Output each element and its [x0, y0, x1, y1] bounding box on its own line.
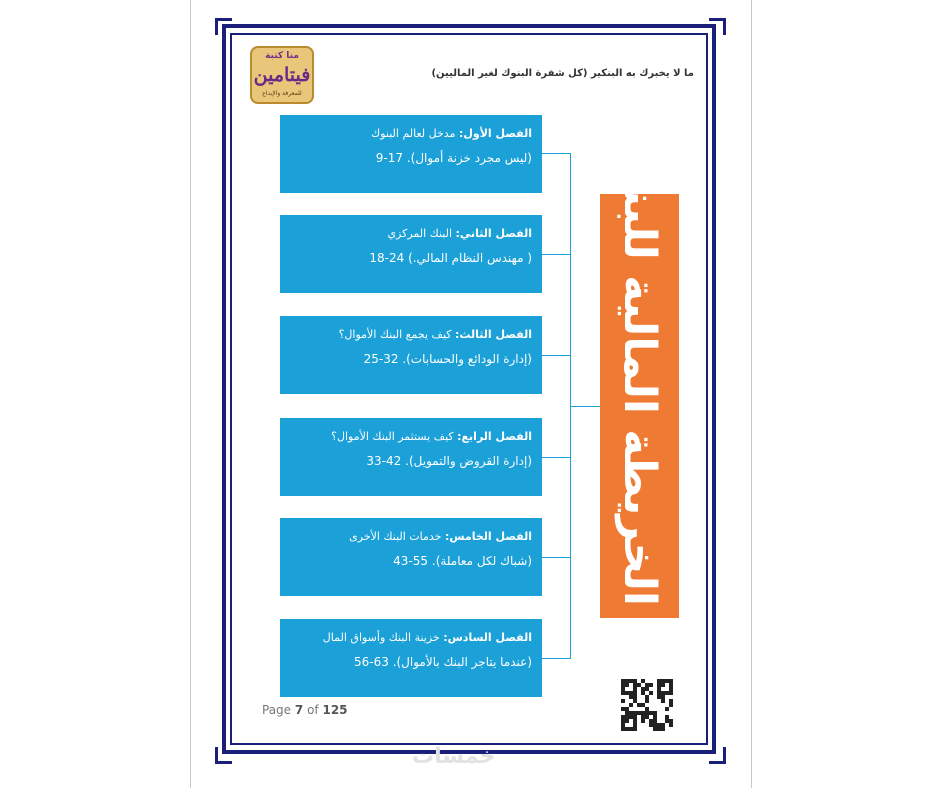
- chapter-box-6: [280, 619, 542, 697]
- chapter-pages: 55-43: [393, 554, 429, 568]
- logo-top-text: منا كتبة: [265, 51, 299, 61]
- chapter-name: كيف يستثمر البنك الأموال؟: [331, 430, 454, 443]
- chapter-pages: 32-25: [363, 352, 399, 366]
- chapter-box-1: [280, 115, 542, 193]
- chapter-name: خزينة البنك وأسواق المال: [322, 631, 440, 644]
- chapter-name: مدخل لعالم البنوك: [371, 127, 456, 140]
- chapter-label: الفصل الرابع:: [457, 430, 532, 443]
- chapter-desc: (إدارة القروض والتمويل).: [405, 454, 532, 468]
- chapter-pages: 17-9: [375, 151, 403, 165]
- chapter-label: الفصل الثاني:: [455, 227, 532, 240]
- chapter-desc: ( مهندس النظام المالي.): [408, 251, 532, 265]
- connector-line: [542, 153, 571, 154]
- border-corner: [709, 18, 726, 35]
- chapter-desc: (شباك لكل معاملة).: [431, 554, 532, 568]
- chapter-pages: 63-56: [353, 655, 389, 669]
- logo-sub-text: للمعرفة والإبداع: [262, 90, 302, 97]
- chapter-desc: (ليس مجرد خزنة أموال).: [406, 151, 532, 165]
- connector-line: [542, 658, 571, 659]
- chapter-name: خدمات البنك الأخرى: [349, 530, 442, 543]
- border-corner: [709, 747, 726, 764]
- page-total: 125: [322, 703, 348, 717]
- chapter-label: الفصل الأول:: [458, 127, 532, 140]
- page-number: [262, 703, 348, 717]
- connector-line: [542, 355, 571, 356]
- header-note: ما لا يخبرك به البنكير (كل شفرة البنوك لغير الماليين): [431, 68, 694, 79]
- chapter-label: الفصل الثالث:: [455, 328, 532, 341]
- border-corner: [215, 747, 232, 764]
- page-of: of: [307, 703, 319, 717]
- page-word: Page: [262, 703, 292, 717]
- chapter-pages: 24-18: [369, 251, 405, 265]
- map-title: الخريطة المالية للبنوك: [614, 121, 665, 606]
- chapter-label: الفصل الخامس:: [444, 530, 532, 543]
- chapter-desc: (إدارة الودائع والحسابات).: [402, 352, 532, 366]
- connector-line: [542, 557, 571, 558]
- chapter-label: الفصل السادس:: [443, 631, 532, 644]
- watermark: خمسات: [412, 744, 496, 769]
- connector-line: [570, 406, 600, 407]
- connector-line: [542, 457, 571, 458]
- chapter-desc: (عندما يتاجر البنك بالأموال).: [392, 655, 532, 669]
- border-corner: [215, 18, 232, 35]
- page-current: 7: [294, 703, 304, 717]
- chapter-box-4: [280, 418, 542, 496]
- chapter-box-3: [280, 316, 542, 394]
- qr-code-icon: [621, 679, 673, 731]
- chapter-name: البنك المركزي: [387, 227, 453, 240]
- connector-line: [542, 254, 571, 255]
- chapter-box-5: [280, 518, 542, 596]
- publisher-logo: [250, 46, 314, 104]
- chapter-pages: 42-33: [366, 454, 402, 468]
- chapter-box-2: [280, 215, 542, 293]
- logo-main-text: فيتامين: [253, 64, 311, 86]
- chapter-name: كيف يجمع البنك الأموال؟: [338, 328, 452, 341]
